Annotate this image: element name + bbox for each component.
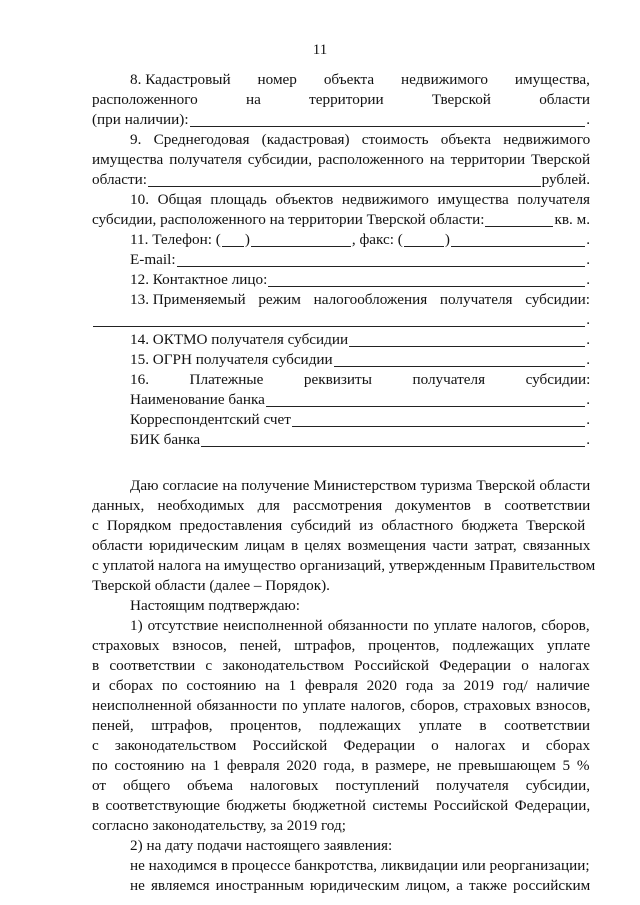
punctuation: . <box>586 111 590 128</box>
punctuation: . <box>586 351 590 368</box>
punctuation: ) <box>444 231 450 248</box>
unit-label: кв. м. <box>554 211 590 228</box>
email-field[interactable] <box>177 251 586 267</box>
item15-line <box>130 350 590 370</box>
confirm-intro: Настоящим подтверждаю: <box>130 597 300 614</box>
phone-number-field[interactable] <box>251 231 351 247</box>
field-label: 12. Контактное лицо: <box>130 271 268 288</box>
fax-code-field[interactable] <box>404 231 444 247</box>
punctuation: . <box>586 251 590 268</box>
confirm-line: согласно законодательству, за 2019 год; <box>92 817 346 834</box>
text-word: объекта <box>323 71 375 88</box>
text-word: режим <box>258 291 301 308</box>
item9-line1: 9. Среднегодовая (кадастровая) стоимость объекта недвижимого <box>130 131 591 148</box>
text-word: области <box>539 91 590 108</box>
field-label: E-mail: <box>130 251 176 268</box>
field-label: 15. ОГРН получателя субсидии <box>130 351 333 368</box>
confirm-line: и сборах по состоянию на 1 февраля 2020 года за 2019 год/ наличие <box>92 677 590 694</box>
item8-line2 <box>92 90 590 110</box>
punctuation: . <box>586 431 590 448</box>
corr-account-line <box>130 410 590 430</box>
field-label: БИК банка <box>130 431 201 448</box>
field-label: Наименование банка <box>130 391 265 408</box>
text-word: налогообложения <box>313 291 428 308</box>
item13-line1 <box>130 290 590 310</box>
text-word: 8. Кадастровый <box>130 71 231 88</box>
item10-line1: 10. Общая площадь объектов недвижимого имущества получателя <box>130 191 591 208</box>
confirm-line: неисполненной обязанности по уплате налогов, сборов, страховых взносов, <box>92 697 591 714</box>
contact-person-field[interactable] <box>268 271 585 287</box>
text-word: номер <box>257 71 297 88</box>
punctuation: . <box>586 331 590 348</box>
item8-line3 <box>92 110 590 130</box>
oktmo-field[interactable] <box>349 331 585 347</box>
field-label: 11. Телефон: ( <box>130 231 221 248</box>
consent-line: области юридическим лицам в целях возмещения части затрат, связанных <box>92 537 591 554</box>
punctuation: . <box>586 231 590 248</box>
unit-label: рублей. <box>541 171 590 188</box>
consent-line: данных, необходимых для рассмотрения документов в соответствии <box>92 497 591 514</box>
total-area-field[interactable] <box>485 211 553 227</box>
text-word: получателя <box>439 291 513 308</box>
field-label: области: <box>92 171 147 188</box>
field-label: 14. ОКТМО получателя субсидии <box>130 331 349 348</box>
item13-line2 <box>92 310 590 330</box>
text-word: Тверской <box>431 91 491 108</box>
confirm-line: в соответствии с законодательством Российской Федерации о налогах <box>92 657 590 674</box>
page-number: 11 <box>312 42 328 58</box>
fax-number-field[interactable] <box>451 231 585 247</box>
field-label: субсидии, расположенного на территории Тверской области: <box>92 211 485 228</box>
field-label: Корреспондентский счет <box>130 411 291 428</box>
field-label: , факс: ( <box>351 231 403 248</box>
field-label: (при наличии): <box>92 111 189 128</box>
punctuation: . <box>586 271 590 288</box>
punctuation: ) <box>244 231 250 248</box>
corr-account-field[interactable] <box>292 411 585 427</box>
consent-line: с уплатой налога на имущество организаций, утвержденным Правительством <box>92 557 596 574</box>
tax-regime-field[interactable] <box>93 311 585 327</box>
cadastral-value-field[interactable] <box>148 171 541 187</box>
item14-line <box>130 330 590 350</box>
bik-field[interactable] <box>201 431 585 447</box>
text-word: расположенного <box>92 91 198 108</box>
item11-email-line <box>130 250 590 270</box>
item9-line3 <box>92 170 590 190</box>
text-word: недвижимого <box>401 71 488 88</box>
confirm-line: 1) отсутствие неисполненной обязанности по уплате налогов, сборов, <box>130 617 590 634</box>
consent-line: с Порядком предоставления субсидий из областного бюджета Тверской <box>92 517 586 534</box>
consent-line: Тверской области (далее – Порядок). <box>92 577 330 594</box>
punctuation: . <box>586 311 590 328</box>
item11-phone-line <box>130 230 590 250</box>
confirm-line: пеней, штрафов, процентов, подлежащих уплате в соответствии <box>92 717 591 734</box>
text-word: субсидии: <box>525 291 590 308</box>
confirm-line: в соответствующие бюджеты бюджетной системы Российской Федерации, <box>92 797 591 814</box>
bank-name-field[interactable] <box>266 391 585 407</box>
text-word: территории <box>309 91 384 108</box>
punctuation: . <box>586 411 590 428</box>
confirm-line: не являемся иностранным юридическим лицом, а также российским <box>130 877 591 894</box>
item12-line <box>130 270 590 290</box>
confirm-line: страховых взносов, пеней, штрафов, процентов, подлежащих уплате <box>92 637 591 654</box>
item8-line1 <box>130 70 590 90</box>
confirm-line: 2) на дату подачи настоящего заявления: <box>130 837 393 854</box>
text-word: имущества, <box>514 71 590 88</box>
confirm-line: по состоянию на 1 февраля 2020 года, в размере, не превышающем 5 % <box>92 757 590 774</box>
bik-line <box>130 430 590 450</box>
cadastral-number-field[interactable] <box>190 111 586 127</box>
text-word: на <box>245 91 261 108</box>
item9-line2: имущества получателя субсидии, расположенного на территории Тверской <box>92 151 591 168</box>
confirm-line: от общего объема налоговых поступлений получателя субсидии, <box>92 777 591 794</box>
consent-line: Даю согласие на получение Министерством туризма Тверской области <box>130 477 591 494</box>
text-word: 13. Применяемый <box>130 291 246 308</box>
punctuation: . <box>586 391 590 408</box>
confirm-line: с законодательством Российской Федерации о налогах и сборах <box>92 737 591 754</box>
phone-code-field[interactable] <box>222 231 244 247</box>
item16-heading: 16. Платежные реквизиты получателя субсидии: <box>130 371 591 388</box>
bank-name-line <box>130 390 590 410</box>
item10-line2 <box>92 210 590 230</box>
confirm-line: не находимся в процессе банкротства, ликвидации или реорганизации; <box>130 857 590 874</box>
ogrn-field[interactable] <box>334 351 586 367</box>
